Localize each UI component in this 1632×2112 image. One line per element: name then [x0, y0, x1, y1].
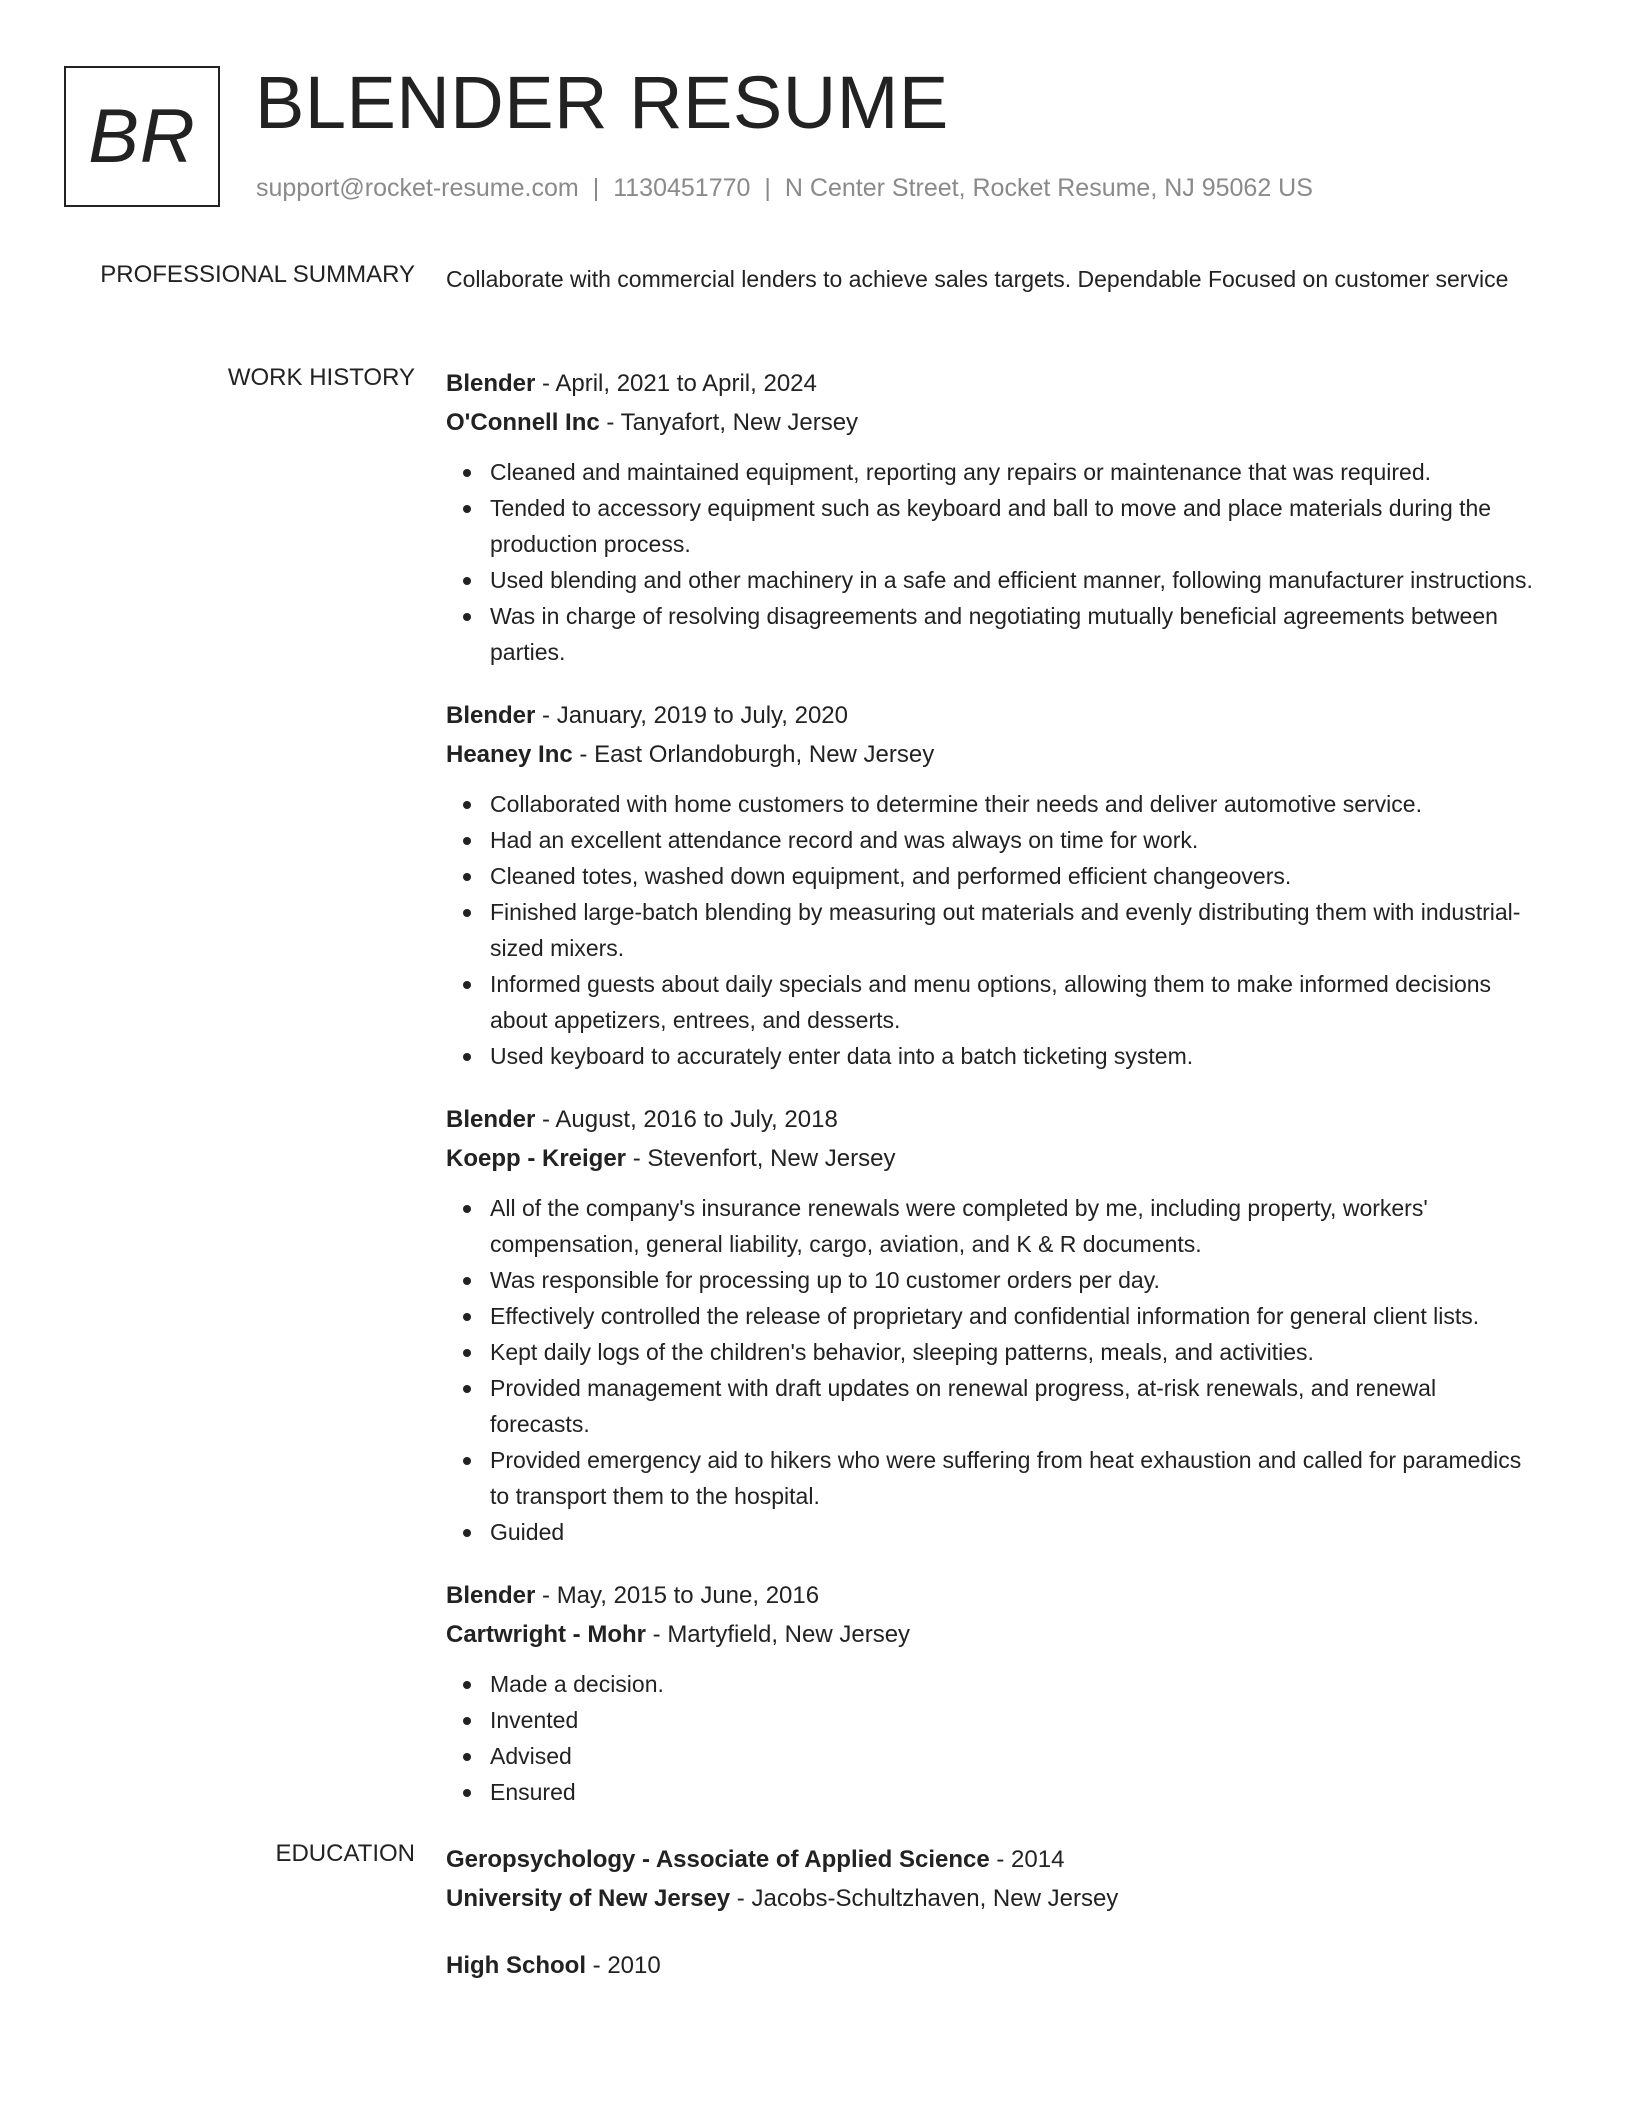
- job-entry: [446, 696, 1536, 1074]
- education-year: - 2014: [989, 1846, 1065, 1873]
- bullet-item: Invented: [490, 1702, 1536, 1738]
- job-company: Cartwright - Mohr: [446, 1621, 646, 1648]
- education-entry: [446, 1946, 1536, 1985]
- bullet-item: Provided management with draft updates on renewal progress, at-risk renewals, and renewal forecasts.: [490, 1370, 1536, 1442]
- contact-email: support@rocket-resume.com: [256, 174, 579, 202]
- job-bullets: [446, 454, 1536, 670]
- summary-text: Collaborate with commercial lenders to achieve sales targets. Dependable Focused on customer service: [446, 266, 1509, 292]
- education-school: University of New Jersey: [446, 1885, 731, 1912]
- job-company: Heaney Inc: [446, 741, 573, 768]
- education-location: - Jacobs-Schultzhaven, New Jersey: [730, 1885, 1119, 1912]
- job-title-line: [446, 696, 1536, 735]
- job-location: - Tanyafort, New Jersey: [599, 409, 859, 436]
- education-year: - 2010: [586, 1952, 661, 1979]
- job-dates: - August, 2016 to July, 2018: [535, 1106, 838, 1133]
- resume-header: [64, 61, 1564, 212]
- monogram-logo: BR: [64, 66, 220, 207]
- bullet-item: Informed guests about daily specials and menu options, allowing them to make informed decisions about appetizers, entrees, and desserts.: [490, 966, 1536, 1038]
- job-title-line: [446, 1100, 1536, 1139]
- section-label-summary: PROFESSIONAL SUMMARY: [100, 261, 415, 288]
- job-company-line: [446, 1615, 1536, 1654]
- job-bullets: [446, 786, 1536, 1074]
- job-title-line: [446, 1576, 1536, 1615]
- bullet-item: Advised: [490, 1738, 1536, 1774]
- bullet-item: Made a decision.: [490, 1666, 1536, 1702]
- bullet-item: Guided: [490, 1514, 1536, 1550]
- bullet-item: Used keyboard to accurately enter data into a batch ticketing system.: [490, 1038, 1536, 1074]
- job-title: Blender: [446, 370, 536, 397]
- bullet-item: Cleaned totes, washed down equipment, and performed efficient changeovers.: [490, 858, 1536, 894]
- section-label-work-history: WORK HISTORY: [227, 364, 415, 391]
- job-company-line: [446, 1139, 1536, 1178]
- jobs-list: [446, 364, 1536, 1836]
- contact-phone: 1130451770: [613, 174, 751, 202]
- job-title: Blender: [446, 1106, 536, 1133]
- job-company-line: [446, 735, 1536, 774]
- bullet-item: Was in charge of resolving disagreements and negotiating mutually beneficial agreements between parties.: [490, 598, 1536, 670]
- bullet-item: Provided emergency aid to hikers who were suffering from heat exhaustion and called for paramedics to transport them to the hospital.: [490, 1442, 1536, 1514]
- job-dates: - January, 2019 to July, 2020: [535, 702, 848, 729]
- job-company: Koepp - Kreiger: [446, 1145, 627, 1172]
- job-dates: - April, 2021 to April, 2024: [535, 370, 817, 397]
- job-location: - East Orlandoburgh, New Jersey: [572, 741, 935, 768]
- education-list: [446, 1840, 1536, 2013]
- bullet-item: Ensured: [490, 1774, 1536, 1810]
- job-bullets: [446, 1666, 1536, 1810]
- job-entry: [446, 364, 1536, 670]
- education-degree-line: [446, 1840, 1536, 1879]
- section-label-education: EDUCATION: [275, 1840, 415, 1867]
- job-entry: [446, 1100, 1536, 1550]
- bullet-item: Used blending and other machinery in a safe and efficient manner, following manufacturer instructions.: [490, 562, 1536, 598]
- bullet-item: Cleaned and maintained equipment, reporting any repairs or maintenance that was required.: [490, 454, 1536, 490]
- bullet-item: Effectively controlled the release of proprietary and confidential information for general client lists.: [490, 1298, 1536, 1334]
- education-entry: [446, 1840, 1536, 1918]
- education-degree: Geropsychology - Associate of Applied Science: [446, 1846, 990, 1873]
- bullet-item: Finished large-batch blending by measuring out materials and evenly distributing them with industrial-sized mixers.: [490, 894, 1536, 966]
- bullet-item: Was responsible for processing up to 10 customer orders per day.: [490, 1262, 1536, 1298]
- bullet-item: Kept daily logs of the children's behavior, sleeping patterns, meals, and activities.: [490, 1334, 1536, 1370]
- contact-separator: |: [764, 174, 771, 202]
- education-degree-line: [446, 1946, 1536, 1985]
- job-bullets: [446, 1190, 1536, 1550]
- job-title: Blender: [446, 702, 536, 729]
- education-school-line: [446, 1879, 1536, 1918]
- bullet-item: Tended to accessory equipment such as keyboard and ball to move and place materials during the production process.: [490, 490, 1536, 562]
- job-location: - Martyfield, New Jersey: [645, 1621, 911, 1648]
- job-dates: - May, 2015 to June, 2016: [535, 1582, 820, 1609]
- contact-separator: |: [592, 174, 600, 202]
- job-title-line: [446, 364, 1536, 403]
- job-company-line: [446, 403, 1536, 442]
- bullet-item: All of the company's insurance renewals were completed by me, including property, workers' compensation, general liability, cargo, aviation, and K & R documents.: [490, 1190, 1536, 1262]
- job-title: Blender: [446, 1582, 536, 1609]
- job-entry: [446, 1576, 1536, 1810]
- contact-address: N Center Street, Rocket Resume, NJ 95062 US: [784, 174, 1313, 202]
- resume-name: BLENDER RESUME: [255, 61, 949, 144]
- bullet-item: Had an excellent attendance record and was always on time for work.: [490, 822, 1536, 858]
- bullet-item: Collaborated with home customers to determine their needs and deliver automotive service.: [490, 786, 1536, 822]
- job-company: O'Connell Inc: [446, 409, 600, 436]
- education-degree: High School: [446, 1952, 586, 1979]
- job-location: - Stevenfort, New Jersey: [626, 1145, 896, 1172]
- contact-line: [256, 174, 1313, 203]
